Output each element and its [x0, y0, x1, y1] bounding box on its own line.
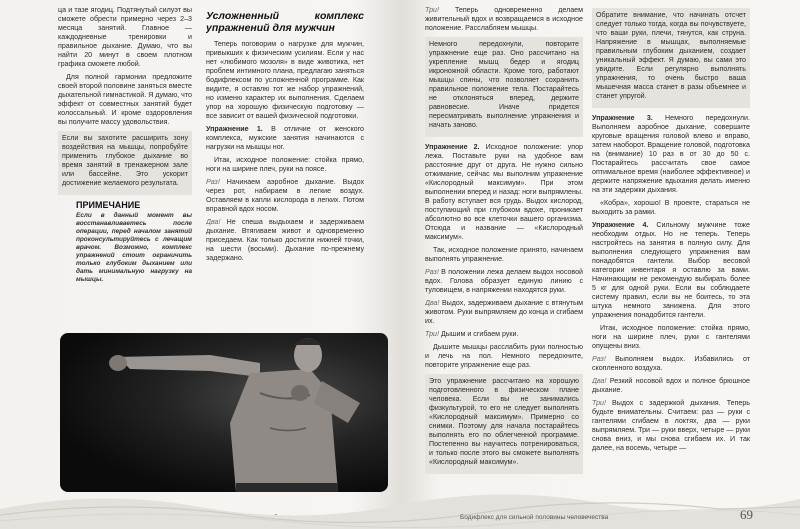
step-label: Два! [592, 377, 607, 385]
paragraph: Итак, исходное положение: стойка прямо, ноги на ширине плеч, руки на поясе. [206, 156, 364, 173]
step-label: Три! [592, 399, 606, 407]
step-paragraph [425, 330, 583, 339]
page-number: 69 [740, 507, 753, 522]
highlight-box [425, 37, 583, 137]
step-paragraph [425, 268, 583, 295]
exercise-text: Сильному мужчине тоже необходим отдых. Но не теперь. Теперь настройтесь на занятия в полную силу. Для выполнения следующего упражнения вам понадобятся гантели. Выбор весовой категории инвентаря я оставлю за вами. Начинающим не рекомендую выбирать более 5 кг для одной руки. Если вы соблюдаете систему правил, если вы не боитесь, то эта штука немного занижена. Для этого упражнения понадобится гантели. [592, 221, 750, 319]
highlight-box [592, 8, 750, 108]
exercise-paragraph [425, 143, 583, 242]
step-label: Три! [425, 330, 439, 338]
right-column-1 [425, 6, 583, 480]
exercise-label: Упражнение 1. [206, 125, 263, 133]
exercise-paragraph [592, 221, 750, 320]
step-paragraph [206, 218, 364, 263]
step-label: Раз! [206, 178, 220, 186]
step-label: Раз! [592, 355, 606, 363]
paragraph: «Кобра», хорошо! В проекте, стараться не выходить за рамки. [592, 199, 750, 216]
paragraph: ца и тазе ягодиц. Подтянутый силуэт вы сможете обрести примерно через 2–3 месяца занятий. Главное — каждодневные тренировки и правильное дыхание. Думаю, что вы найти 20 минут в своем плотном графика сможете любой. [58, 6, 192, 68]
exercise-label: Упражнение 4. [592, 221, 649, 229]
paragraph: Для полной гармонии предложите своей второй половине заняться вместе дыхательной гимнастикой. Я думаю, что эффект от совместных занятий будет колоссальный. И кроме оздоровления вы получите массу удовольствия. [58, 73, 192, 126]
paragraph: Теперь поговорим о нагрузке для мужчин, привыкших к физическим усилиям. Если у нас нет «любимого мозоля» в виде животика, нет проблем интимного плана, предлагаю заняться бодифлексом по усложненной программе. Как видите, я оставлю тот же набор упражнений, но изменю характер их выполнения. Сделаем упор на хорошую физическую подготовку — все зависит от вашей физической подготовки. [206, 40, 364, 120]
exercise-text: Немного передохнули. Выполняем аэробное дыхание, совершите круговые вращения головой влево и вправо, затем наоборот. Вращение головой, подготовка на (внимание) 10 раз в от 30 до 50 с. Постарайтесь рассчитать свое самое оптимальное время (наиболее эффективное) и держите напряжение вдыхания делать именно на эти задержки дыхания. [592, 114, 750, 194]
exercise-paragraph [206, 125, 364, 152]
step-text: В положении лежа делаем выдох носовой вдох. Голова образует единую линию с туловищем, в напряжении находятся руки. [425, 268, 583, 294]
left-column-1 [58, 6, 192, 336]
highlight-box [58, 131, 192, 195]
step-text: Не спеша выдыхаем и задерживаем дыхание. Втягиваем живот и одновременно приседаем. Как только достигли нижней точки, на шести (восьми). Дыхание по-прежнему задержано. [206, 218, 364, 262]
page-footer: Бодифлекс для сильной половины человечества [460, 514, 609, 521]
exercise-text: В отличие от женского комплекса, мужские занятия начинаются с нагрузки на мышцы ног. [206, 125, 364, 151]
step-paragraph [592, 377, 750, 395]
left-column-2 [206, 6, 364, 336]
step-text: Выдох с задержкой дыхания. Теперь будьте внимательны. Считаем: раз — руки с гантелями сгибаем в локтях, два — руки выпрямляем. Три — руки вверх, четыре — руки снова вниз, и мы снова сгибаем их. И так далее, на восемь, четыре — [592, 399, 750, 452]
step-text: Теперь одновременно делаем живительный вдох и возвращаемся в исходное положение. Расслабляем мышцы. [425, 6, 583, 32]
step-paragraph [425, 299, 583, 326]
paragraph: Если вы захотите расширить зону воздействия на мышцы, попробуйте применить глубокое дыхание во время занятий в тренажерном зале или бассейне. Это ускорит достижение желаемого результата. [62, 134, 188, 187]
note-title: ПРИМЕЧАНИЕ [76, 200, 141, 210]
exercise-text: Исходное положение: упор лежа. Поставьте руки на удобное вам расстояние друг от друга. Не нужно сильно отжимание, сейчас мы выполним упражнение «Кислородный максимум». При этом выполнении вперед и назад: ноги выпрямлены. В работу вступает вся грудь. Выдох кислород, поступающий при глубоком вдохе, проникает абсолютно во все клеточки вашего организма. Отсюда и название — «Кислородный максимум». [425, 143, 583, 241]
step-paragraph [592, 355, 750, 373]
step-paragraph [206, 178, 364, 214]
note-text: Если в данный момент вы восстанавливаетесь после операции, перед началом занятий проконсультируйтесь с лечащим врачом. Возможно, комплекс упражнений стоит ограничить только глубоким дыханием или дать минимальную нагрузку на мышцы. [76, 212, 192, 283]
paragraph: Так, исходное положение принято, начинаем выполнять упражнение. [425, 246, 583, 263]
paragraph: Итак, исходное положение: стойка прямо, ноги на ширине плеч, руки с гантелями опущены вниз. [592, 324, 750, 350]
step-text: Дышим и сгибаем руки. [438, 330, 519, 338]
paragraph: Немного передохнули, повторите упражнение еще раз. Оно рассчитано на укрепление мышц бедер и ягодиц икроножной области. Кроме того, работают мышцы спины, что позволяет сохранить правильное положение тела. Постарайтесь не отклоняться вперед, держите равновесие. Иначе придется пересматривать выполнение упражнения и начать заново. [429, 40, 579, 129]
exercise-paragraph [592, 114, 750, 195]
exercise-label: Упражнение 2. [425, 143, 480, 151]
step-text: Выполняем выдох. Избавились от скопленного воздуха. [592, 355, 750, 372]
decorative-wave [0, 469, 800, 529]
exercise-label: Упражнение 3. [592, 114, 653, 122]
highlight-box [425, 374, 583, 474]
step-label: Три! [425, 6, 439, 14]
paragraph: Это упражнение рассчитано на хорошую подготовленного в физическом плане человека. Если вы не занимались физкультурой, то его не следует выполнять «Кислородный максимум». Примерно со снимки. Поэтому для начала постарайтесь выполнять его по облегченной программе. Постепенно вы научитесь потренироваться, и только после этого вы сможете выполнять «Кислородный максимум». [429, 377, 579, 466]
section-heading: Усложненный комплекс упражнений для мужчин [206, 10, 364, 34]
paragraph: Дышите мышцы расслабить руки полностью и лечь на пол. Немного передохните, повторите упражнение еще раз. [425, 343, 583, 369]
step-label: Раз! [425, 268, 439, 276]
step-text: Выдох, задерживаем дыхание с втянутым животом. Руки выпрямляем до конца и сгибаем их. [425, 299, 583, 325]
step-label: Два! [206, 218, 221, 226]
step-paragraph [592, 399, 750, 453]
step-paragraph [425, 6, 583, 33]
step-label: Два! [425, 299, 440, 307]
right-column-2 [592, 6, 750, 480]
paragraph: Обратите внимание, что начинать отсчет следует только тогда, когда вы почувствуете, что ваши руки, плечи, тянутся, как струна. Напряжение в мышцах, выполняемые правильным глубоким дыханием, создает уникальный эффект. Я думаю, вы сами это увидите. Если регулярно выполнять упражнения, то очень быстро ваша мышечная масса станет в разы объемнее и станет упругой. [596, 11, 746, 100]
step-text: Начинаем аэробное дыхание. Выдох через рот, набираем в легкие воздух. Оставляем в капли кислорода в легких. Потом вправной вдох носом. [206, 178, 364, 213]
step-text: Резкий носовой вдох и полное брюшное дыхание. [592, 377, 750, 394]
